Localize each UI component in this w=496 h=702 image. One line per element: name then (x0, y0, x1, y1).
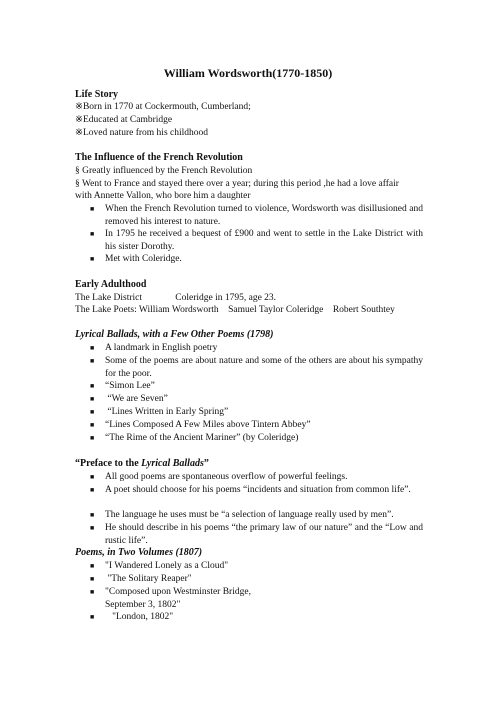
section-heading-poems-two-volumes: Poems, in Two Volumes (1807) (75, 547, 203, 558)
bullet-icon: ■ (90, 473, 95, 481)
french-bullet: Met with Coleridge. (105, 254, 182, 264)
lyrical-bullet: “Lines Composed A Few Miles above Tintern Abbey” (105, 420, 311, 430)
lyrical-bullet: Some of the poems are about nature and some of the others are about his sympathy for the poor. (105, 356, 423, 379)
lyrical-bullet: “We are Seven” (105, 394, 168, 404)
poems-bullet: "The Solitary Reaper" (105, 574, 192, 584)
bullet-icon: ■ (90, 486, 95, 494)
section-heading-lyrical-ballads: Lyrical Ballads, with a Few Other Poems (1798) (75, 329, 274, 340)
poems-bullet: "London, 1802" (105, 612, 174, 622)
french-paragraph: § Went to France and stayed there over a year; during this period ,he had a love affair (75, 179, 399, 189)
preface-heading-italic: Lyrical Ballads (141, 458, 204, 469)
preface-bullet: The language he uses must be “a selection of language really used by men”. (105, 510, 394, 520)
lyrical-bullet: “Lines Written in Early Spring” (105, 407, 229, 417)
french-paragraph: with Annette Vallon, who bore him a daughter (75, 191, 251, 201)
section-heading-life-story: Life Story (75, 89, 119, 100)
french-bullet: When the French Revolution turned to violence, Wordsworth was disillusioned and removed his interest to nature. (105, 204, 423, 227)
bullet-icon: ■ (90, 357, 95, 365)
poems-bullet: "Composed upon Westminster Bridge, September 3, 1802" (105, 587, 251, 610)
section-heading-french-revolution: The Influence of the French Revolution (75, 152, 243, 163)
preface-bullet: All good poems are spontaneous overflow of powerful feelings. (105, 472, 348, 482)
early-line: The Lake District Coleridge in 1795, age 23. (75, 293, 277, 303)
bullet-icon: ■ (90, 511, 95, 519)
bullet-icon: ■ (90, 408, 95, 416)
bullet-icon: ■ (90, 588, 95, 596)
poems-bullet: "I Wandered Lonely as a Cloud" (105, 561, 229, 571)
section-heading-preface (75, 458, 209, 469)
preface-heading-post: ” (203, 458, 209, 469)
preface-bullet: A poet should choose for his poems “incidents and situation from common life”. (105, 485, 411, 495)
lyrical-bullet: “The Rime of the Ancient Mariner” (by Coleridge) (105, 433, 299, 443)
early-line: The Lake Poets: William Wordsworth Samuel Taylor Coleridge Robert Southtey (75, 305, 395, 315)
french-bullet: In 1795 he received a bequest of £900 and went to settle in the Lake District with his sister Dorothy. (105, 229, 423, 252)
bullet-icon: ■ (90, 205, 95, 213)
life-item: ※Born in 1770 at Cockermouth, Cumberland; (75, 102, 251, 112)
life-item: ※Educated at Cambridge (75, 115, 173, 125)
bullet-icon: ■ (90, 344, 95, 352)
lyrical-bullet: A landmark in English poetry (105, 343, 218, 353)
bullet-icon: ■ (90, 613, 95, 621)
preface-heading-pre: “Preface to the (75, 458, 142, 469)
bullet-icon: ■ (90, 382, 95, 390)
bullet-icon: ■ (90, 421, 95, 429)
bullet-icon: ■ (90, 255, 95, 263)
bullet-icon: ■ (90, 575, 95, 583)
bullet-icon: ■ (90, 562, 95, 570)
section-heading-early-adulthood: Early Adulthood (75, 279, 147, 290)
bullet-icon: ■ (90, 434, 95, 442)
page-title: William Wordsworth(1770-1850) (163, 66, 333, 80)
life-item: ※Loved nature from his childhood (75, 128, 209, 138)
bullet-icon: ■ (90, 524, 95, 532)
lyrical-bullet: “Simon Lee” (105, 381, 155, 391)
bullet-icon: ■ (90, 395, 95, 403)
french-paragraph: § Greatly influenced by the French Revolution (75, 166, 253, 176)
preface-bullet: He should describe in his poems “the primary law of our nature” and the “Low and rustic life”. (105, 523, 423, 546)
bullet-icon: ■ (90, 230, 95, 238)
